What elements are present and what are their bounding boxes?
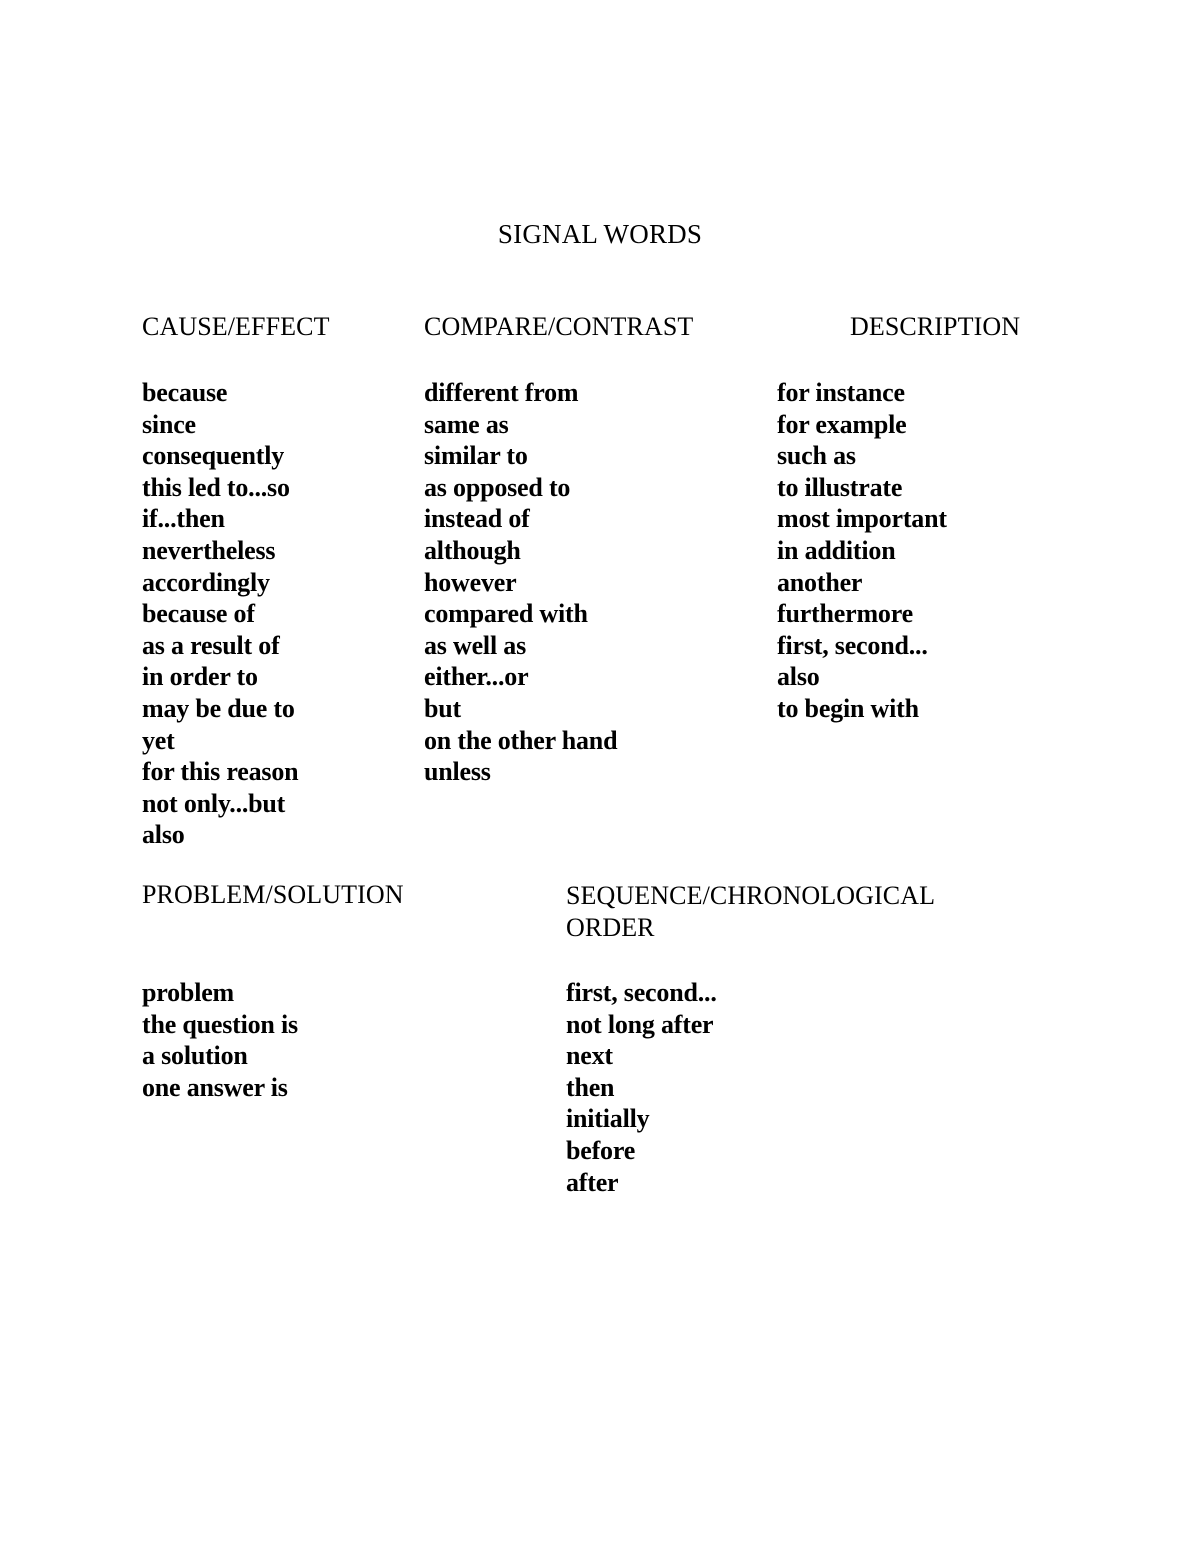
signal-word-item: not only...but [142,788,286,818]
signal-word-item: instead of [424,504,530,534]
signal-word-item: consequently [142,441,285,471]
signal-word-item: this led to...so [142,472,290,502]
signal-word-item: same as [424,409,509,439]
signal-word-item: on the other hand [424,725,618,755]
signal-word-item: not long after [566,1009,714,1039]
signal-word-item: similar to [424,441,528,471]
signal-word-item: next [566,1041,613,1071]
problem-solution-list [142,977,298,1103]
signal-word-item: also [777,662,820,692]
signal-word-item: may be due to [142,693,295,723]
signal-word-item: after [566,1167,619,1197]
signal-word-item: either...or [424,662,529,692]
signal-word-item: also [142,820,185,850]
signal-word-item: such as [777,441,856,471]
signal-word-item: compared with [424,599,588,629]
signal-word-item: as opposed to [424,472,571,502]
signal-word-item: although [424,535,521,565]
signal-word-item: unless [424,757,491,787]
signal-word-item: since [142,409,196,439]
signal-word-item: another [777,567,863,597]
signal-word-item: before [566,1135,636,1165]
signal-word-item: nevertheless [142,535,276,565]
compare-contrast-heading: COMPARE/CONTRAST [424,312,694,341]
signal-word-item: the question is [142,1009,298,1039]
sequence-heading-line2: ORDER [566,913,655,942]
sequence-list [566,977,717,1198]
sequence-heading-line1: SEQUENCE/CHRONOLOGICAL [566,881,936,910]
signal-word-item: because of [142,599,255,629]
signal-word-item: first, second... [566,978,717,1007]
page-title: SIGNAL WORDS [497,219,703,249]
signal-word-item: for instance [777,378,905,407]
signal-word-item: furthermore [777,599,913,629]
signal-word-item: for example [777,409,907,439]
signal-word-item: however [424,567,517,597]
signal-word-item: different from [424,378,579,407]
signal-word-item: to begin with [777,693,919,723]
signal-word-item: then [566,1072,615,1102]
description-list [777,377,947,725]
signal-word-item: for this reason [142,757,299,787]
sequence-heading [566,880,1006,944]
signal-word-item: problem [142,978,235,1007]
signal-word-item: because [142,378,228,407]
signal-word-item: yet [142,725,175,755]
signal-word-item: initially [566,1104,650,1134]
cause-effect-heading: CAUSE/EFFECT [142,312,330,341]
signal-word-item: one answer is [142,1072,288,1102]
signal-word-item: if...then [142,504,225,534]
signal-word-item: most important [777,504,947,534]
signal-word-item: in addition [777,535,896,565]
signal-word-item: a solution [142,1041,248,1071]
signal-word-item: to illustrate [777,472,903,502]
signal-word-item: first, second... [777,630,928,660]
compare-contrast-list [424,377,617,788]
signal-word-item: as well as [424,630,527,660]
description-heading: DESCRIPTION [850,312,1021,341]
signal-word-item: in order to [142,662,258,692]
signal-word-item: as a result of [142,630,280,660]
signal-word-item: but [424,693,461,723]
problem-solution-heading: PROBLEM/SOLUTION [142,880,404,909]
signal-word-item: accordingly [142,567,270,597]
cause-effect-list [142,377,298,851]
